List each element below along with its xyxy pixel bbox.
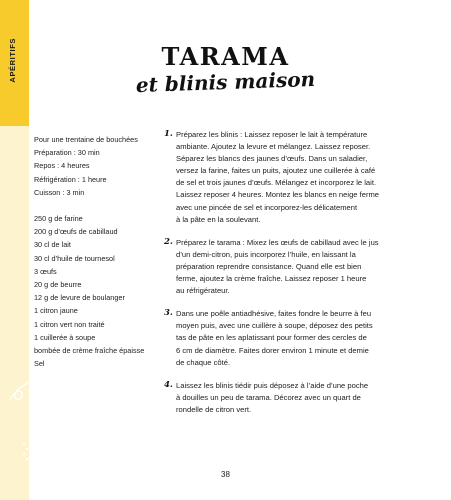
- ingredient-item: 200 g d’œufs de cabillaud: [34, 227, 118, 237]
- step-text-line: à la pâte en la soulevant.: [176, 214, 261, 224]
- recipe-subtitle: et blinis maison: [135, 66, 316, 98]
- ingredient-item: 20 g de beurre: [34, 280, 82, 290]
- step-text-line: Préparez le tarama : Mixez les œufs de cabillaud avec le jus: [176, 237, 379, 247]
- step-text-line: moyen puis, avec une cuillère à soupe, déposez des petits: [176, 321, 373, 331]
- step-text-line: tas de pâte en les aplatissant pour former des cercles de: [176, 333, 367, 343]
- info-servings: Pour une trentaine de bouchées: [34, 135, 138, 144]
- ingredient-item: 1 citron vert non traité: [34, 319, 105, 329]
- step-text-line: ferme, ajoutez la crème fraîche. Laissez reposer 1 heure: [176, 274, 367, 284]
- page-number: 38: [221, 470, 230, 479]
- ingredient-item: 3 œufs: [34, 266, 57, 276]
- step-number: 4.: [164, 379, 173, 390]
- ingredient-item: bombée de crème fraîche épaisse: [34, 346, 145, 356]
- ingredient-list: [34, 212, 159, 370]
- info-preparation: Préparation : 30 min: [34, 148, 100, 158]
- step-3: [164, 308, 422, 368]
- ingredient-item: 30 cl de lait: [34, 240, 71, 250]
- ingredient-item: 30 cl d’huile de tournesol: [34, 253, 115, 263]
- ingredient-item: 1 citron jaune: [34, 306, 78, 316]
- step-text-line: de chaque côté.: [176, 357, 231, 367]
- step-text-line: préparation reprendre consistance. Quand elle est bien: [176, 261, 362, 271]
- decorative-swirl-icon: [8, 378, 30, 408]
- step-text-line: rondelle de citron vert.: [176, 404, 252, 414]
- step-text-line: versez la farine, faites un puits, ajoutez une cuillerée à café: [176, 166, 376, 176]
- step-text-line: Dans une poêle antiadhésive, faites fondre le beurre à feu: [176, 309, 372, 319]
- step-text-line: Séparez les blancs des jaunes d’œufs. Dans un saladier,: [176, 154, 368, 164]
- ingredient-item: Sel: [34, 359, 45, 369]
- recipe-info: [34, 133, 159, 199]
- step-4: [164, 380, 422, 416]
- step-text-line: 6 cm de diamètre. Faites dorer environ 1 minute et demie: [176, 345, 369, 355]
- step-text-line: Préparez les blinis : Laissez reposer le lait à température: [176, 130, 368, 139]
- ingredient-item: 250 g de farine: [34, 214, 83, 224]
- ingredient-item: 1 cuillerée à soupe: [34, 332, 96, 342]
- info-rest: Repos : 4 heures: [34, 161, 90, 171]
- step-text-line: à douilles un peu de tarama. Décorez avec un quart de: [176, 392, 361, 402]
- step-number: 1.: [164, 129, 173, 139]
- step-text-line: Laissez reposer 4 heures. Montez les blancs en neige ferme: [176, 190, 380, 200]
- ingredient-item: 12 g de levure de boulanger: [34, 293, 125, 303]
- recipe-title: TARAMA: [161, 42, 290, 71]
- side-band: [0, 0, 29, 500]
- step-text-line: ambiante. Ajoutez la levure et mélangez. Laissez reposer.: [176, 142, 371, 152]
- info-cooking: Cuisson : 3 min: [34, 187, 85, 197]
- info-refrigeration: Réfrigération : 1 heure: [34, 174, 107, 184]
- step-text-line: d’un demi-citron, puis incorporez l’huile, en laissant la: [176, 249, 356, 259]
- step-number: 2.: [164, 236, 173, 247]
- step-text-line: avec une pincée de sel et incorporez-les délicatement: [176, 202, 358, 212]
- step-text-line: au réfrigérateur.: [176, 286, 230, 296]
- section-label: APÉRITIFS: [8, 38, 17, 83]
- step-2: [164, 237, 422, 297]
- step-number: 3.: [164, 308, 173, 319]
- steps-column: [164, 129, 422, 427]
- ingredients-column: [34, 133, 159, 370]
- decorative-dots-icon: [22, 442, 30, 462]
- step-text-line: Laissez les blinis tiédir puis déposez à l’aide d’une poche: [176, 380, 369, 390]
- step-1: [164, 129, 422, 226]
- step-text-line: de sel et trois jaunes d’œufs. Mélangez et incorporez le lait.: [176, 178, 377, 188]
